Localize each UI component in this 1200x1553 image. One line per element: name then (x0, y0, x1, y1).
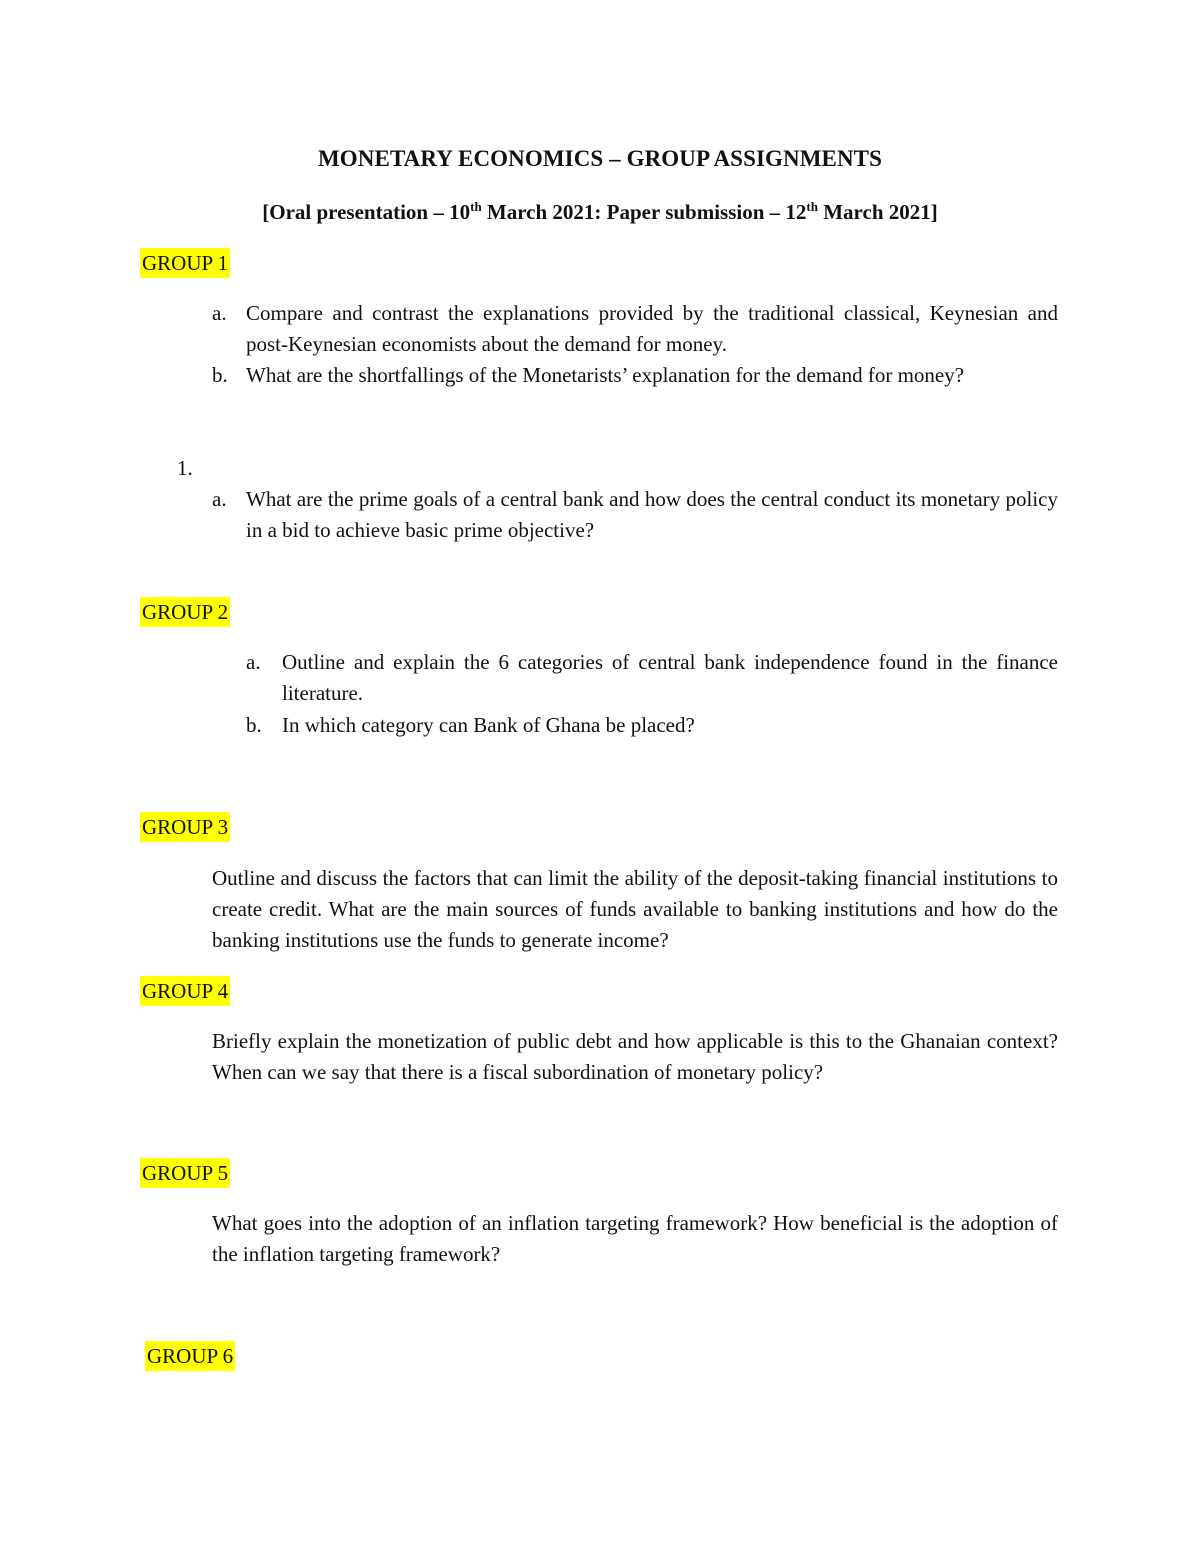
group-4-label: GROUP 4 (140, 976, 230, 1006)
list-item-text: What are the shortfallings of the Monetarists’ explanation for the demand for money? (246, 363, 965, 387)
subtitle-part-1: [Oral presentation – 10 (262, 200, 471, 224)
group-6-label: GROUP 6 (145, 1341, 235, 1371)
list-item-text: What are the prime goals of a central bank and how does the central conduct its monetary policy in a bid to achieve basic prime objective? (246, 487, 1058, 542)
group-2-label: GROUP 2 (140, 597, 230, 627)
list-marker: a. (212, 487, 227, 511)
subtitle-sup-2: th (806, 199, 818, 214)
group-4-question: Briefly explain the monetization of public debt and how applicable is this to the Ghanaian context? When can we say that there is a fiscal subordination of monetary policy? (212, 1029, 1058, 1084)
group-3-question: Outline and discuss the factors that can limit the ability of the deposit-taking financial institutions to create credit. What are the main sources of funds available to banking institutions and how do the banking institutions use the funds to generate income? (212, 866, 1058, 952)
group-3-label: GROUP 3 (140, 812, 230, 842)
group-1-label: GROUP 1 (140, 248, 230, 278)
list-marker: b. (212, 363, 228, 387)
document-title: MONETARY ECONOMICS – GROUP ASSIGNMENTS (318, 146, 882, 171)
subtitle-sup-1: th (470, 199, 482, 214)
numbered-marker-1: 1. (177, 456, 193, 480)
list-item-text: Compare and contrast the explanations provided by the traditional classical, Keynesian and post-Keynesian economists about the demand for money. (246, 301, 1058, 356)
subtitle-part-3: March 2021] (817, 200, 938, 224)
list-marker: a. (212, 301, 227, 325)
list-item-text: Outline and explain the 6 categories of central bank independence found in the finance literature. (282, 650, 1058, 705)
list-marker: b. (246, 713, 262, 737)
list-marker: a. (246, 650, 261, 674)
subtitle-part-2: March 2021: Paper submission – 12 (481, 200, 807, 224)
group-5-question: What goes into the adoption of an inflation targeting framework? How beneficial is the adoption of the inflation targeting framework? (212, 1211, 1058, 1266)
document-subtitle (0, 197, 1200, 228)
list-item-text: In which category can Bank of Ghana be placed? (282, 713, 695, 737)
group-5-label: GROUP 5 (140, 1158, 230, 1188)
